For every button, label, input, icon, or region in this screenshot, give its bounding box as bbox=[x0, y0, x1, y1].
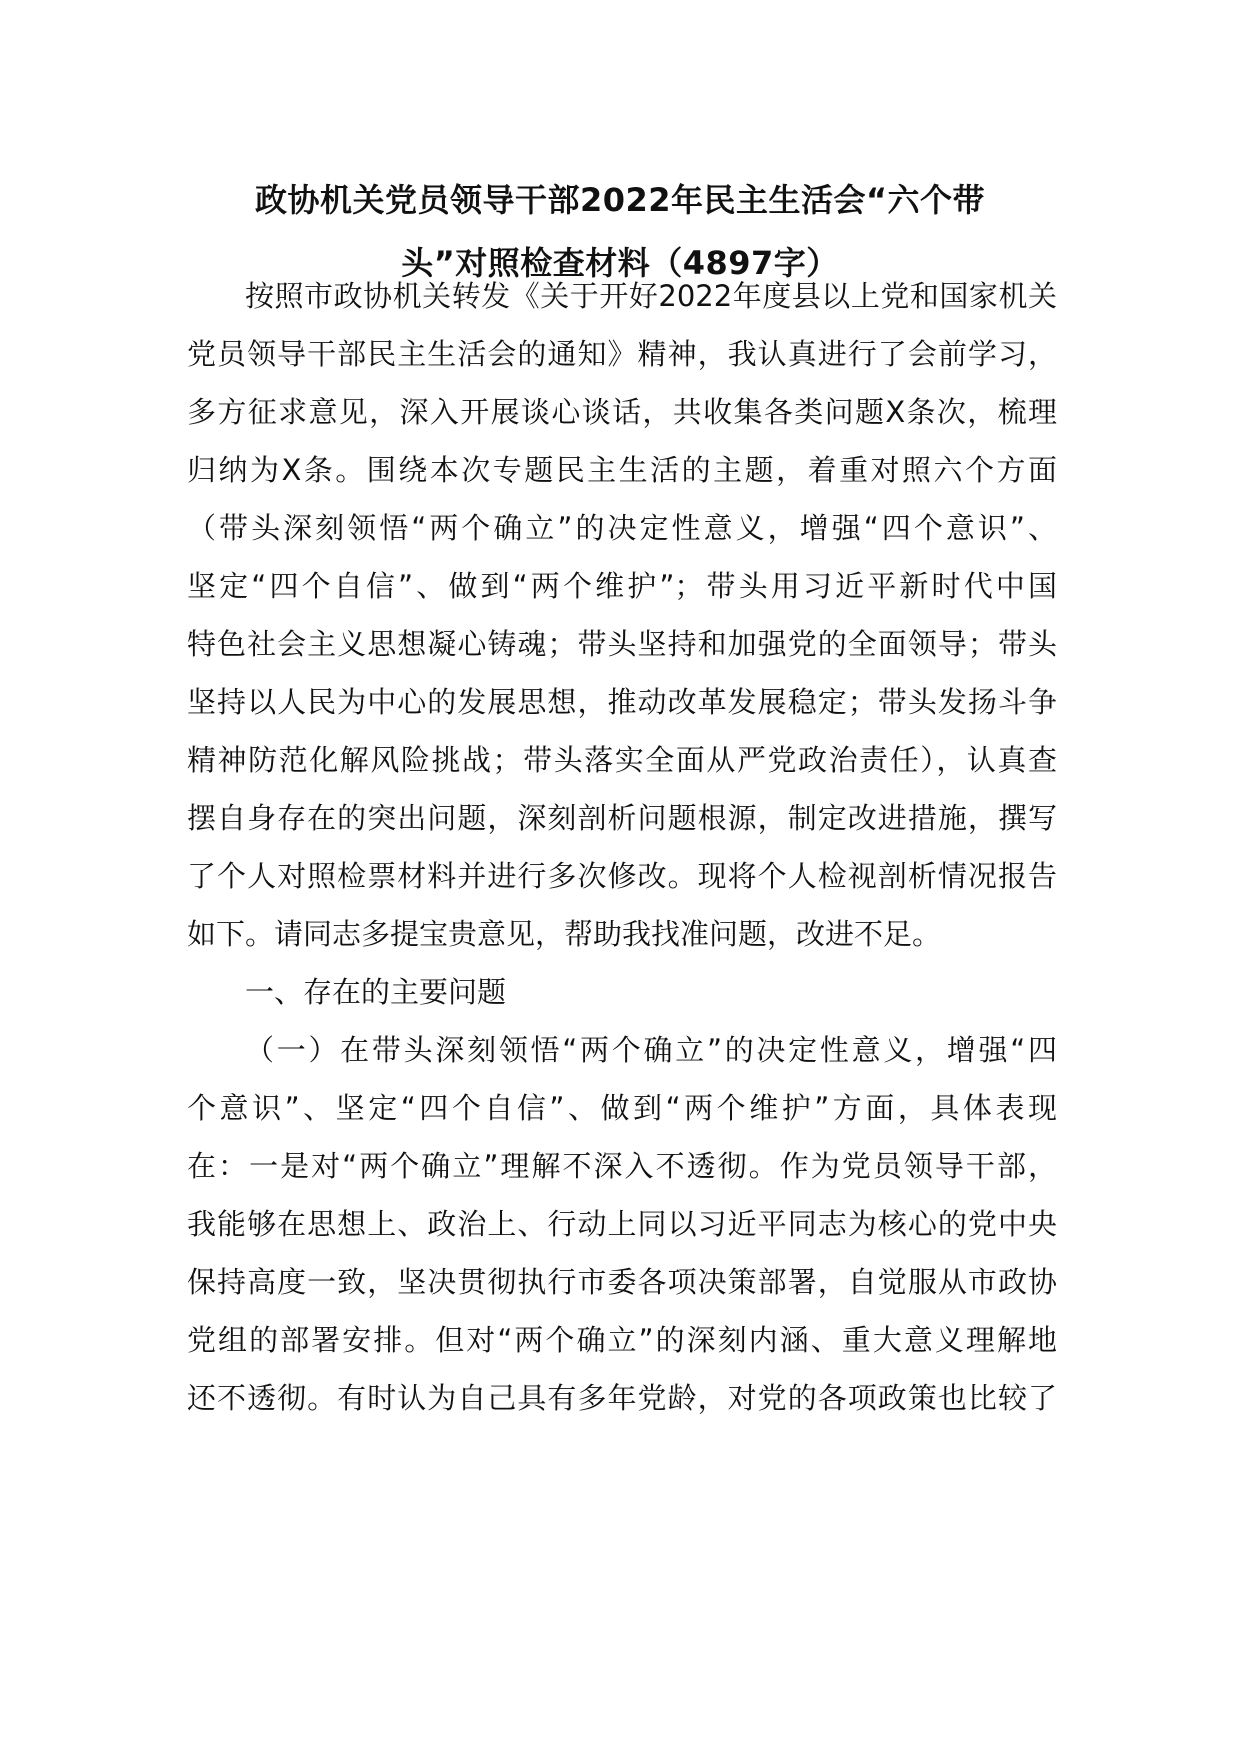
paragraph-line: 归纳为X条。围绕本次专题民主生活的主题，着重对照六个方面 bbox=[187, 453, 1057, 487]
paragraph-line: 如下。请同志多提宝贵意见，帮助我找准问题，改进不足。 bbox=[187, 917, 942, 951]
document-title-line-1: 政协机关党员领导干部2022年民主生活会“六个带 bbox=[254, 181, 986, 219]
paragraph-line: 按照市政协机关转发《关于开好2022年度县以上党和国家机关 bbox=[245, 279, 1057, 313]
paragraph-line: 党员领导干部民主生活会的通知》精神，我认真进行了会前学习， bbox=[187, 337, 1057, 371]
paragraph-line: （一）在带头深刻领悟“两个确立”的决定性意义，增强“四 bbox=[245, 1033, 1057, 1067]
paragraph-line: 还不透彻。有时认为自己具有多年党龄，对党的各项政策也比较了 bbox=[187, 1381, 1057, 1415]
paragraph-line: 精神防范化解风险挑战；带头落实全面从严党政治责任），认真查 bbox=[187, 743, 1057, 777]
paragraph-line: 党组的部署安排。但对“两个确立”的深刻内涵、重大意义理解地 bbox=[187, 1323, 1057, 1357]
paragraph-line: 多方征求意见，深入开展谈心谈话，共收集各类问题X条次，梳理 bbox=[187, 395, 1057, 429]
paragraph-line: （带头深刻领悟“两个确立”的决定性意义，增强“四个意识”、 bbox=[187, 511, 1057, 545]
document-title-line-2: 头”对照检查材料（4897字） bbox=[401, 244, 839, 282]
paragraph-line: 坚定“四个自信”、做到“两个维护”；带头用习近平新时代中国 bbox=[187, 569, 1057, 603]
section-heading: 一、存在的主要问题 bbox=[245, 975, 507, 1009]
paragraph-line: 个意识”、坚定“四个自信”、做到“两个维护”方面，具体表现 bbox=[187, 1091, 1057, 1125]
paragraph-line: 保持高度一致，坚决贯彻执行市委各项决策部署，自觉服从市政协 bbox=[187, 1265, 1057, 1299]
paragraph-line: 坚持以人民为中心的发展思想，推动改革发展稳定；带头发扬斗争 bbox=[187, 685, 1057, 719]
paragraph-line: 摆自身存在的突出问题，深刻剖析问题根源，制定改进措施，撰写 bbox=[187, 801, 1057, 835]
paragraph-line: 我能够在思想上、政治上、行动上同以习近平同志为核心的党中央 bbox=[187, 1207, 1057, 1241]
paragraph-line: 了个人对照检票材料并进行多次修改。现将个人检视剖析情况报告 bbox=[187, 859, 1057, 893]
paragraph-line: 在：一是对“两个确立”理解不深入不透彻。作为党员领导干部， bbox=[187, 1149, 1057, 1183]
paragraph-line: 特色社会主义思想凝心铸魂；带头坚持和加强党的全面领导；带头 bbox=[187, 627, 1057, 661]
